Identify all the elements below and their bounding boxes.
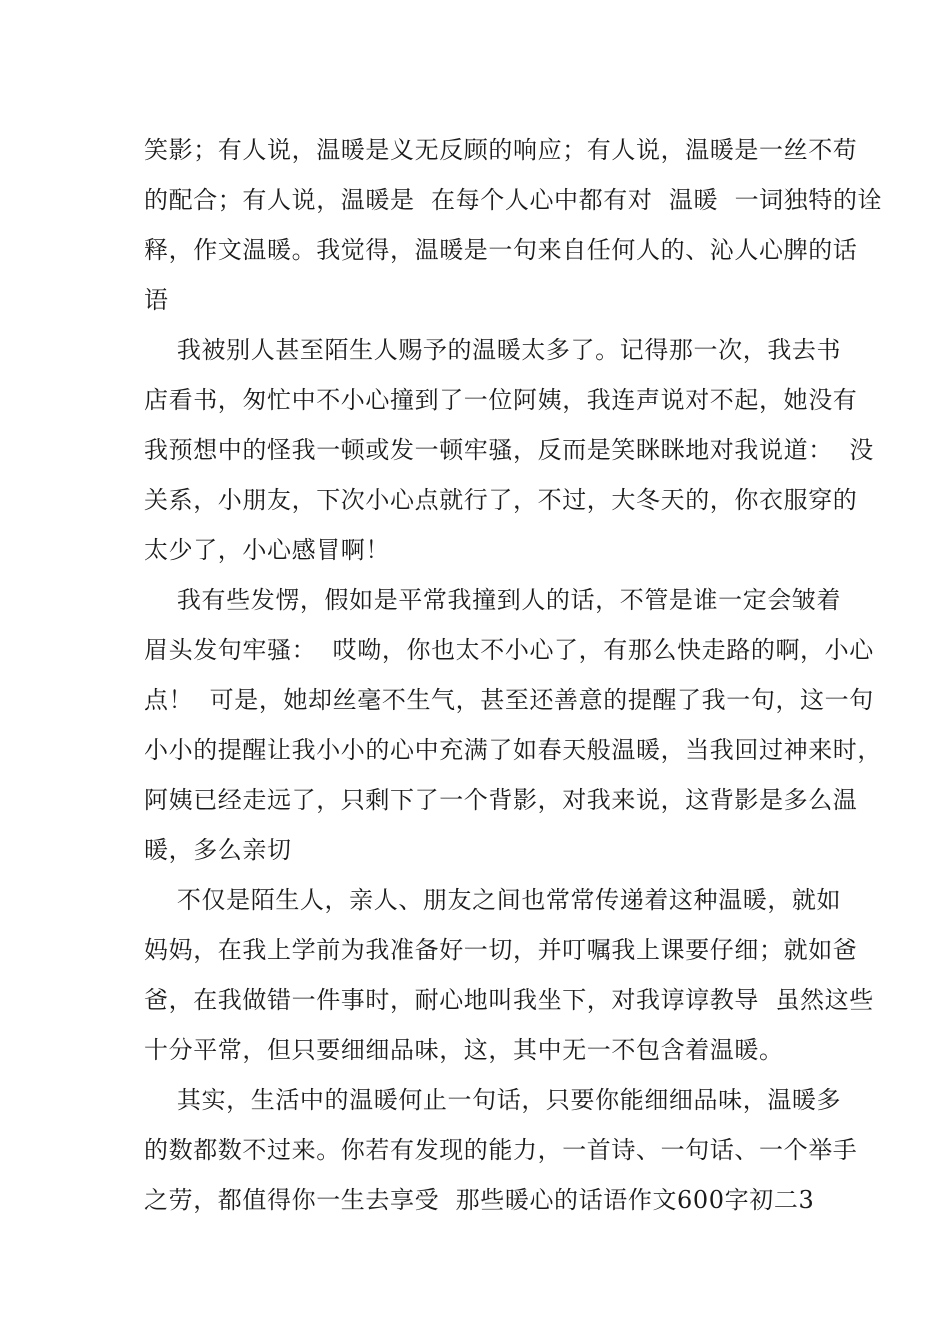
text-line: 小小的提醒让我小小的心中充满了如春天般温暖，当我回过神来时， [144,736,882,764]
text-line: 点！ 可是，她却丝毫不生气，甚至还善意的提醒了我一句，这一句 [144,686,874,714]
text-line: 我有些发愣，假如是平常我撞到人的话，不管是谁一定会皱着 [144,586,842,614]
text-line: 语 [144,286,169,314]
text-line: 我预想中的怪我一顿或发一顿牢骚，反而是笑眯眯地对我说道： 没 [144,436,874,464]
text-line: 暖，多么亲切 [144,836,292,864]
text-line: 其实，生活中的温暖何止一句话，只要你能细细品味，温暖多 [144,1086,842,1114]
text-line: 店看书，匆忙中不小心撞到了一位阿姨，我连声说对不起，她没有 [144,386,858,414]
text-line: 的数都数不过来。你若有发现的能力，一首诗、一句话、一个举手 [144,1136,858,1164]
text-line: 太少了，小心感冒啊！ [144,536,390,564]
text-line: 爸，在我做错一件事时，耐心地叫我坐下，对我谆谆教导 虽然这些 [144,986,874,1014]
text-line: 不仅是陌生人，亲人、朋友之间也常常传递着这种温暖，就如 [144,886,842,914]
text-line: 眉头发句牢骚： 哎呦，你也太不小心了，有那么快走路的啊，小心 [144,636,874,664]
text-line: 的配合；有人说，温暖是 在每个人心中都有对 温暖 一词独特的诠 [144,186,883,214]
text-line: 十分平常，但只要细细品味，这，其中无一不包含着温暖。 [144,1036,784,1064]
text-line: 妈妈，在我上学前为我准备好一切，并叮嘱我上课要仔细；就如爸 [144,936,858,964]
text-line: 阿姨已经走远了，只剩下了一个背影，对我来说，这背影是多么温 [144,786,858,814]
text-line: 关系，小朋友，下次小心点就行了，不过，大冬天的，你衣服穿的 [144,486,858,514]
text-line: 笑影；有人说，温暖是义无反顾的响应；有人说，温暖是一丝不苟 [144,136,858,164]
text-line: 释，作文温暖。我觉得，温暖是一句来自任何人的、沁人心脾的话 [144,236,858,264]
text-line: 我被别人甚至陌生人赐予的温暖太多了。记得那一次，我去书 [144,336,842,364]
text-line: 之劳，都值得你一生去享受 那些暖心的话语作文600字初二3 [144,1186,815,1214]
